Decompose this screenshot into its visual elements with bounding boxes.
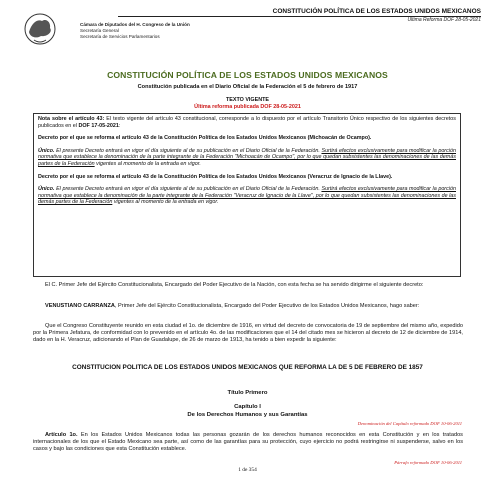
constitution-heading: CONSTITUCION POLITICA DE LOS ESTADOS UNIDOS MEXICANOS QUE REFORMA LA DE 5 DE FEBRERO DE 1857 (72, 364, 423, 371)
articulo-label: Artículo 1o. (45, 432, 78, 438)
unico-tail: vigentes al momento de la entrada en vigor. (94, 160, 201, 167)
org-block (80, 22, 190, 39)
article-43-note-box (33, 113, 461, 277)
note-colon: : (118, 122, 121, 129)
paragraph-carranza (33, 303, 463, 310)
articulo-text: En los Estados Unidos Mexicanos todas las personas gozarán de los derechos humanos reconocidos en esta Constitución y en los tratados internacionales de los que el Estado Mexicano sea parte, así como de las garantías para su protección, cuyo ejercicio no podrá restringirse ni suspenderse, salvo en los casos y bajo las condiciones que esta Constitución establece. (33, 432, 463, 452)
header-doc-title: CONSTITUCIÓN POLÍTICA DE LOS ESTADOS UNIDOS MEXICANOS (272, 8, 481, 15)
unico-veracruz (38, 186, 456, 206)
publication-line: Constitución publicada en el Diario Oficial de la Federación el 5 de febrero de 1917 (137, 84, 358, 90)
header-last-reform: Última Reforma DOF 28-05-2021 (407, 17, 481, 23)
unico-michoacan (38, 148, 456, 168)
ultima-reforma: Última reforma publicada DOF 28-05-2021 (194, 104, 301, 110)
page-number: 1 de 354 (238, 467, 257, 473)
note-text: El texto vigente del artículo 43 constitucional, corresponde a lo dispuesto por el artículo Transitorio Único respectivo de los siguientes decretos publicados en el (38, 116, 456, 129)
unico-underlined: Surtirá efectos exclusivamente para modificar la porción normativa que establece la denominación de la parte integrante de la Federación "Veracruz de Ignacio de la Llave", por lo que quedan subsistentes las denominaciones de las demás partes de la Federación (38, 186, 456, 206)
unico-text: El presente Decreto entrará en vigor el día siguiente al de su publicación en el Diario Oficial de la Federación. (54, 147, 322, 154)
note-dof-date: DOF 17-05-2021 (78, 122, 119, 129)
note-paragraph (38, 116, 456, 129)
org-line2: Secretaría General (80, 27, 119, 33)
articulo-1 (33, 432, 463, 453)
paragraph-primer-jefe: El C. Primer Jefe del Ejército Constitucionalista, Encargado del Poder Ejecutivo de la Nación, con esta fecha se ha servido dirigirme el siguiente decreto: (45, 282, 424, 288)
titulo-primero: Título Primero (227, 390, 268, 396)
header-right (273, 8, 481, 23)
unico-tail: vigentes al momento de la entrada en vigor. (112, 199, 219, 206)
decree-michoacan: Decreto por el que se reforma el artículo 43 de la Constitución Política de los Estados Unidos Mexicanos (Michoacán de Ocampo). (38, 135, 372, 142)
carranza-text: , Primer Jefe del Ejército Constitucionalista, Encargado del Poder Ejecutivo de los Estados Unidos Mexicanos, hago saber: (114, 303, 420, 309)
capitulo-name: De los Derechos Humanos y sus Garantías (187, 412, 308, 418)
note-label: Nota sobre el artículo 43: (38, 116, 105, 122)
texto-vigente: TEXTO VIGENTE (225, 97, 270, 103)
unico-label: Único. (38, 147, 55, 154)
org-line1: Cámara de Diputados del H. Congreso de la Unión (80, 22, 190, 27)
capitulo-i: Capítulo I (234, 404, 261, 410)
unico-label: Único. (38, 186, 55, 193)
decree-veracruz: Decreto por el que se reforma el artículo 43 de la Constitución Política de los Estados Unidos Mexicanos (Veracruz de Ignacio de la Llave). (38, 173, 393, 180)
unico-underlined: Surtirá efectos exclusivamente para modificar la porción normativa que establece la denominación de la parte integrante de la Federación "Michoacán de Ocampo", por lo que quedan subsistentes las denominaciones de las demás partes de la Federación (38, 147, 456, 167)
capitulo-reform-note: Denominación del Capítulo reformado DOF 10-06-2011 (357, 421, 462, 426)
paragraph-congreso: Que el Congreso Constituyente reunido en esta ciudad el 1o. de diciembre de 1916, en virtud del decreto de convocatoria de 19 de septiembre del mismo año, expedido por la Primera Jefatura, de conformidad con lo prevenido en el artículo 4o. de las modificaciones que el 14 del citado mes se hicieron al decreto de 12 de diciembre de 1914, dado en la H. Veracruz, adicionando el Plan de Guadalupe, de 26 de marzo de 1913, ha tenido a bien expedir la siguiente: (33, 323, 463, 343)
parrafo-reform-note: Párrafo reformado DOF 10-06-2011 (394, 460, 462, 465)
carranza-name: VENUSTIANO CARRANZA (45, 303, 115, 309)
unico-text: El presente Decreto entrará en vigor el día siguiente al de su publicación en el Diario Oficial de la Federación. (54, 186, 322, 193)
document-title: CONSTITUCIÓN POLÍTICA DE LOS ESTADOS UNIDOS MEXICANOS (107, 70, 388, 80)
congress-logo (14, 10, 74, 50)
org-line3: Secretaría de Servicios Parlamentarios (80, 33, 160, 39)
